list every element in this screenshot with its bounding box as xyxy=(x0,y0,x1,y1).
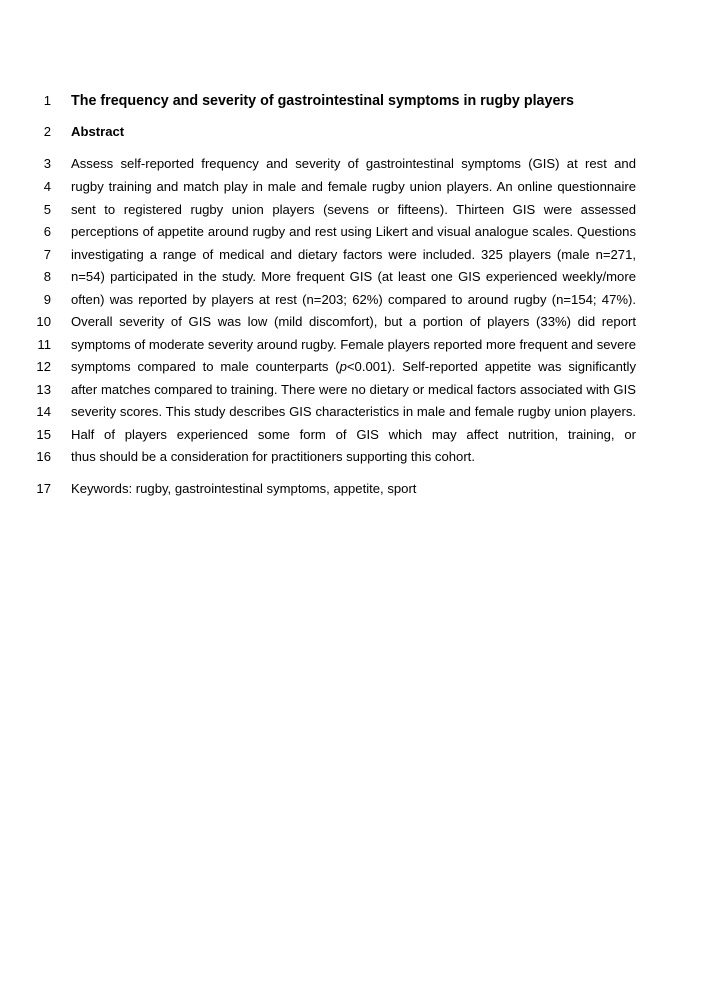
line-number: 3 xyxy=(43,156,51,171)
text-fragment: <0.001). Self-reported appetite was significantly xyxy=(346,359,636,374)
line-number: 17 xyxy=(36,481,51,496)
line-number: 7 xyxy=(43,247,51,262)
abstract-text: Half of players experienced some form of GIS which may affect nutrition, training, or xyxy=(71,427,636,442)
keywords: Keywords: rugby, gastrointestinal symptoms, appetite, sport xyxy=(71,481,417,496)
abstract-text: n=54) participated in the study. More frequent GIS (at least one GIS experienced weekly/more xyxy=(71,269,636,284)
text-fragment: symptoms compared to male counterparts ( xyxy=(71,359,340,374)
abstract-text: investigating a range of medical and dietary factors were included. 325 players (male n=271, xyxy=(71,247,636,262)
abstract-heading: Abstract xyxy=(71,124,125,139)
abstract-text: Overall severity of GIS was low (mild discomfort), but a portion of players (33%) did report xyxy=(71,314,636,329)
abstract-text: sent to registered rugby union players (sevens or fifteens). Thirteen GIS were assessed xyxy=(71,202,636,217)
abstract-text: perceptions of appetite around rugby and rest using Likert and visual analogue scales. Questions xyxy=(71,224,636,239)
abstract-line xyxy=(0,246,707,264)
line-number: 13 xyxy=(36,382,51,397)
line-number: 12 xyxy=(36,359,51,374)
abstract-line xyxy=(0,291,707,309)
line-number: 4 xyxy=(43,179,51,194)
abstract-text: often) was reported by players at rest (n=203; 62%) compared to around rugby (n=154; 47%). xyxy=(71,292,636,307)
line-number: 16 xyxy=(36,449,51,464)
line-number: 15 xyxy=(36,427,51,442)
abstract-text: severity scores. This study describes GIS characteristics in male and female rugby union players. xyxy=(71,404,636,419)
abstract-text: rugby training and match play in male and female rugby union players. An online questionnaire xyxy=(71,179,636,194)
abstract-line xyxy=(0,155,707,173)
abstract-heading-line xyxy=(0,123,707,141)
line-number: 9 xyxy=(43,292,51,307)
p-symbol: p xyxy=(339,359,347,374)
abstract-line xyxy=(0,201,707,219)
line-number: 6 xyxy=(43,224,51,239)
line-number: 11 xyxy=(37,337,51,352)
line-number: 2 xyxy=(43,124,51,139)
paper-title: The frequency and severity of gastrointestinal symptoms in rugby players xyxy=(71,93,574,109)
line-number: 1 xyxy=(43,93,51,108)
abstract-line xyxy=(0,178,707,196)
abstract-line xyxy=(0,336,707,354)
line-number: 5 xyxy=(43,202,51,217)
abstract-line xyxy=(0,426,707,444)
abstract-line xyxy=(0,381,707,399)
line-number: 10 xyxy=(36,314,51,329)
keywords-line xyxy=(0,480,707,498)
abstract-line xyxy=(0,448,707,466)
abstract-text-last: thus should be a consideration for practitioners supporting this cohort. xyxy=(71,449,475,464)
abstract-text-with-p-value xyxy=(71,358,636,376)
abstract-line xyxy=(0,313,707,331)
title-line xyxy=(0,92,707,110)
abstract-line xyxy=(0,358,707,376)
abstract-line xyxy=(0,403,707,421)
abstract-line xyxy=(0,268,707,286)
abstract-text: after matches compared to training. There were no dietary or medical factors associated with GIS xyxy=(71,382,636,397)
abstract-text: Assess self-reported frequency and severity of gastrointestinal symptoms (GIS) at rest and xyxy=(71,156,636,171)
line-number: 14 xyxy=(36,404,51,419)
abstract-text: symptoms of moderate severity around rugby. Female players reported more frequent and severe xyxy=(71,337,636,352)
abstract-line xyxy=(0,223,707,241)
line-number: 8 xyxy=(43,269,51,284)
